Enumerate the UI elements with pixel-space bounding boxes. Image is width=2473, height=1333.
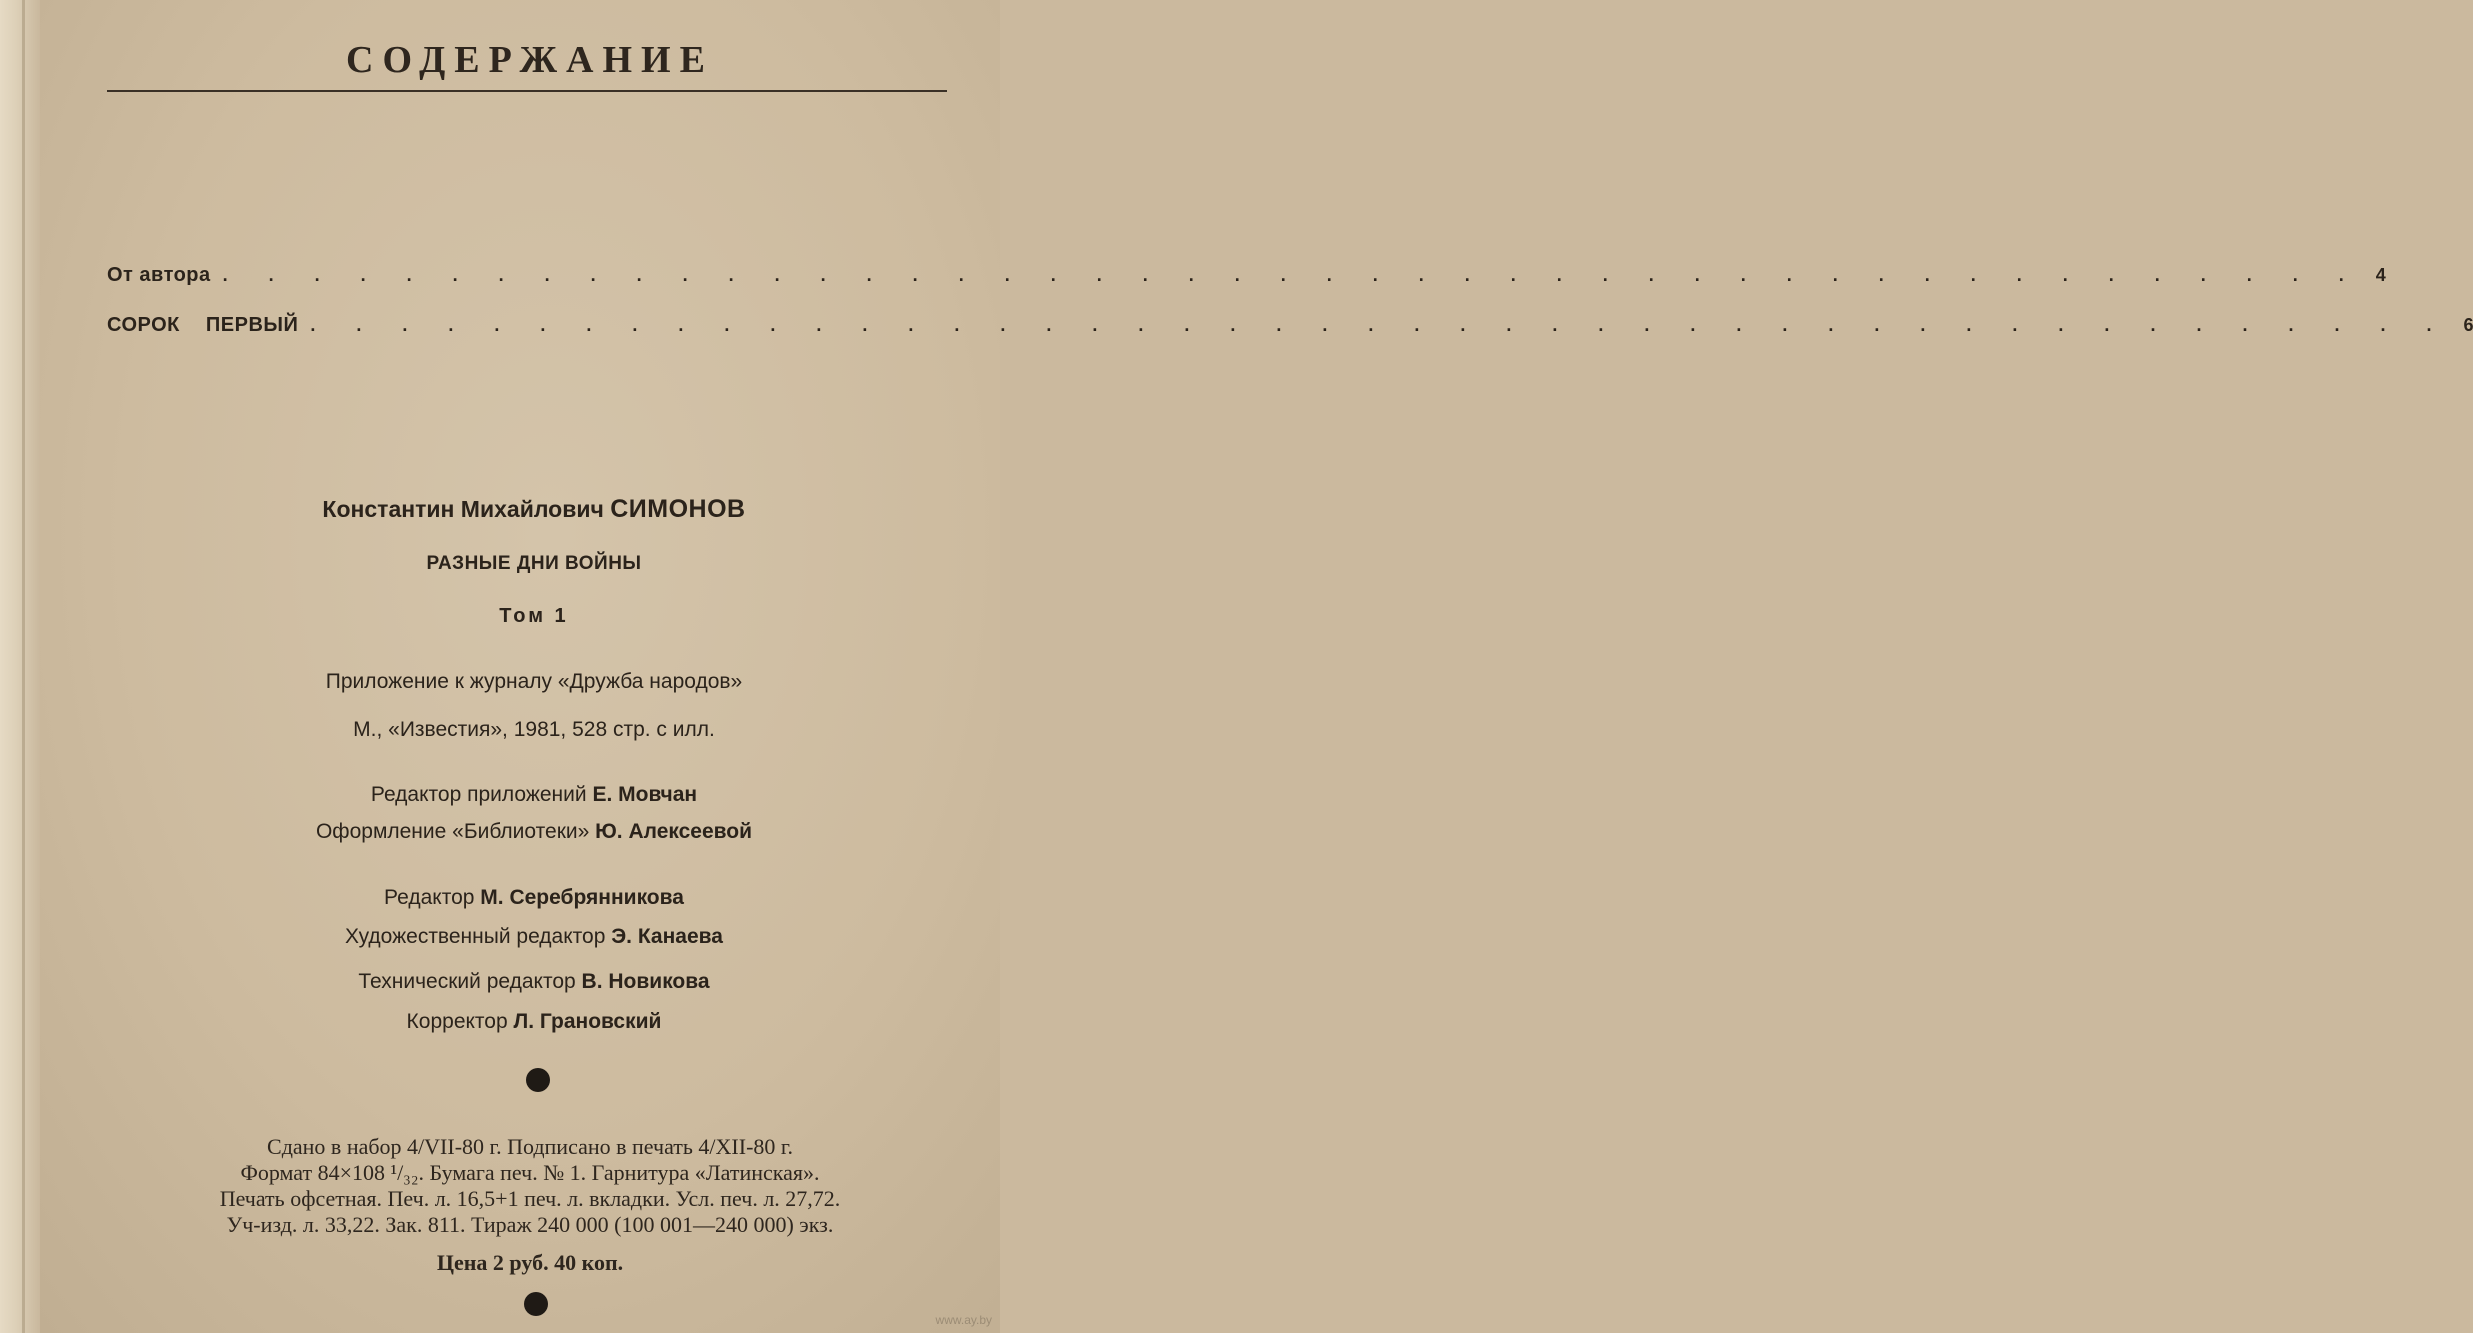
credit-role: Редактор приложений [370, 783, 587, 806]
toc-entry-title: СОРОК ПЕРВЫЙ [107, 314, 299, 336]
supplement-line: Приложение к журналу «Дружба народов» [325, 670, 743, 693]
credit-name: Е. Мовчан [592, 783, 698, 806]
credit-name: Л. Грановский [513, 1010, 662, 1033]
credit-name: М. Серебрянникова [480, 886, 684, 909]
credit-line [0, 970, 1068, 994]
colophon-line: Печать офсетная. Печ. л. 16,5+1 печ. л. вкладки. Усл. печ. л. 27,72. [219, 1186, 841, 1211]
watermark: www.ay.by [935, 1313, 992, 1327]
imprint-line: М., «Известия», 1981, 528 стр. с илл. [353, 718, 715, 741]
colophon-line: Сдано в набор 4/VII-80 г. Подписано в печать 4/XII-80 г. [267, 1134, 793, 1159]
credit-role: Редактор [384, 886, 475, 909]
colophon-line: Формат 84×108 ¹/₃₂. Бумага печ. № 1. Гарнитура «Латинская». [240, 1160, 820, 1185]
credit-name: Э. Канаева [611, 925, 723, 948]
credit-role: Художественный редактор [345, 925, 606, 948]
toc-entry-page: 6 [2463, 315, 2473, 335]
credit-name: В. Новикова [581, 970, 710, 993]
toc-entry-sorok-pervyi [107, 314, 2473, 337]
credit-line [0, 783, 1068, 807]
credit-role: Корректор [406, 1010, 508, 1033]
credit-line [0, 1010, 1068, 1034]
separator-bullet-icon [526, 1068, 550, 1092]
toc-leader-dots: . . . . . . . . . . . . . . . . . . . . . . . . . . . . . . . . . . . . . . . . . . . . . . . [222, 265, 2362, 285]
credit-role: Технический редактор [358, 970, 576, 993]
credit-line [0, 925, 1068, 949]
price-line: Цена 2 руб. 40 коп. [436, 1250, 624, 1275]
toc-entry-page: 4 [2375, 265, 2386, 285]
toc-heading: СОДЕРЖАНИЕ [346, 39, 714, 81]
toc-divider [107, 90, 947, 92]
toc-leader-dots: . . . . . . . . . . . . . . . . . . . . . . . . . . . . . . . . . . . . . . . . . . . . . . . [310, 315, 2450, 335]
book-title: РАЗНЫЕ ДНИ ВОЙНЫ [426, 553, 642, 574]
author-line [0, 495, 1068, 524]
credit-line [0, 820, 1068, 844]
credit-role: Оформление «Библиотеки» [315, 820, 590, 843]
volume-number: Том 1 [499, 605, 569, 627]
toc-entry-title: От автора [107, 264, 211, 286]
colophon-line: Уч-изд. л. 33,22. Зак. 811. Тираж 240 000 (100 001—240 000) экз. [226, 1212, 834, 1237]
toc-entry-from-author [107, 264, 2386, 287]
credit-name: Ю. Алексеевой [595, 820, 753, 843]
author-name: Константин Михайлович [322, 496, 604, 522]
credit-line [0, 886, 1068, 910]
separator-bullet-icon [524, 1292, 548, 1316]
author-surname: СИМОНОВ [610, 495, 746, 523]
